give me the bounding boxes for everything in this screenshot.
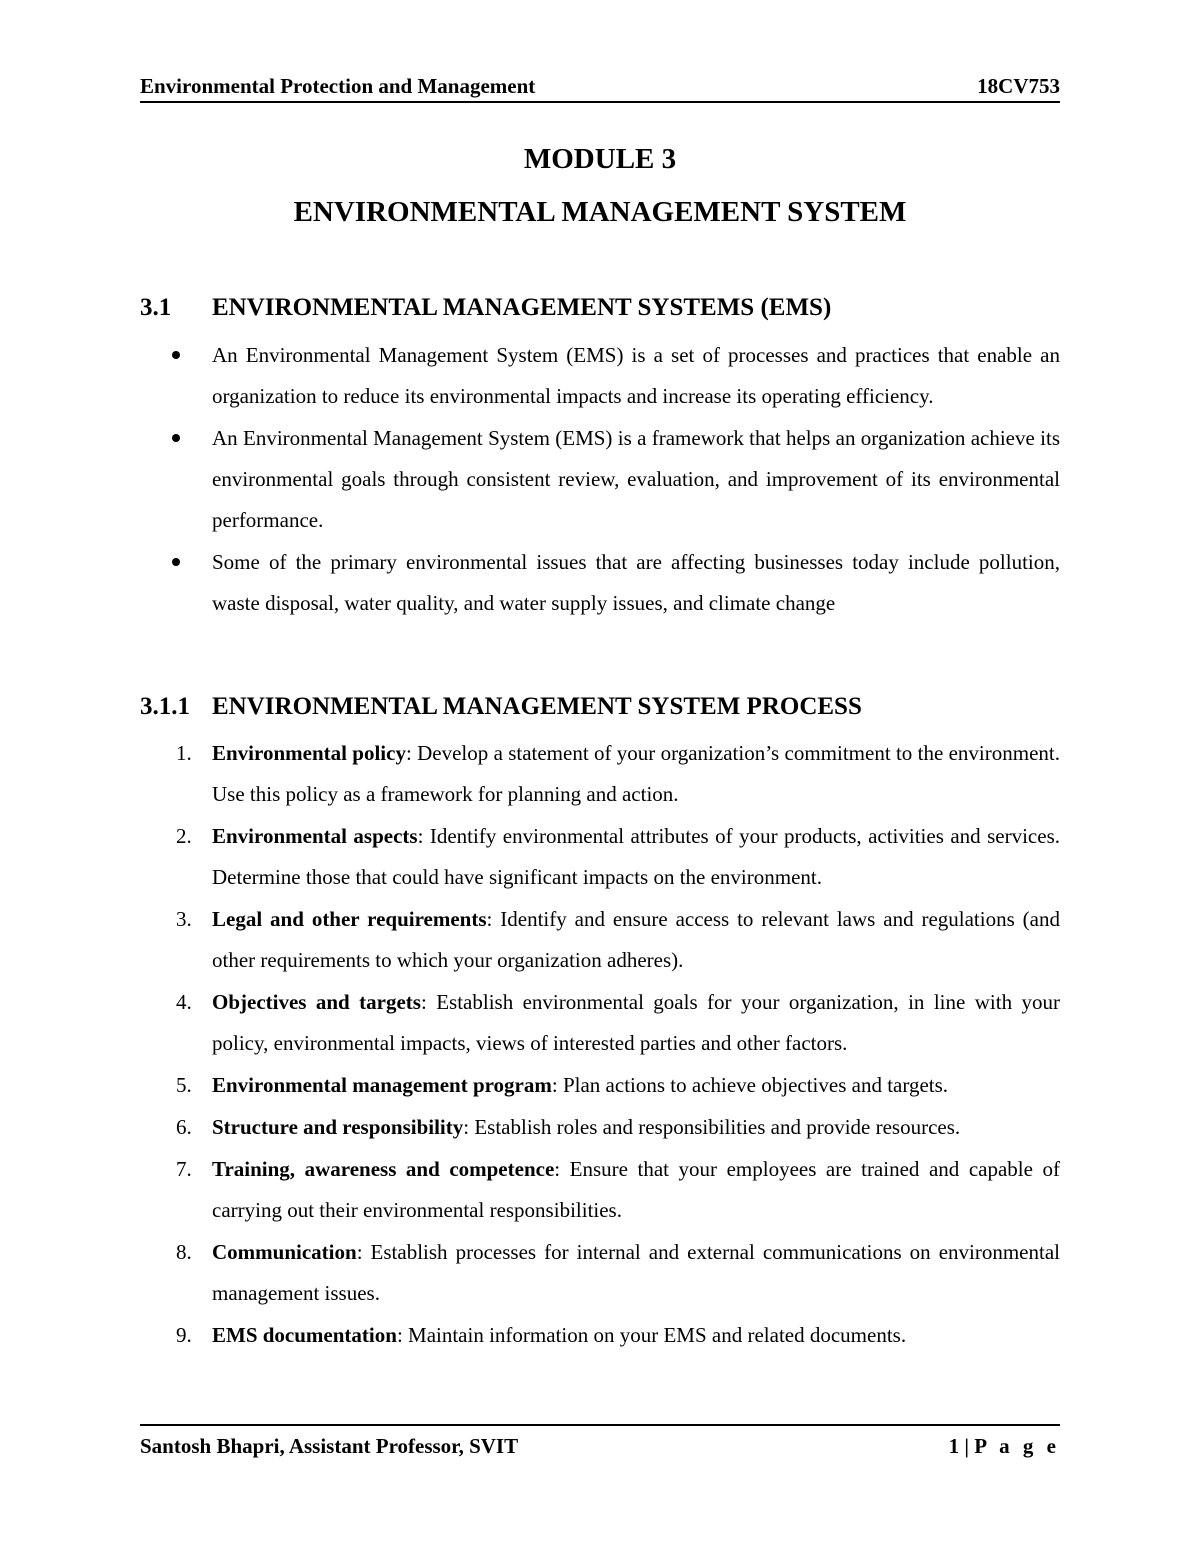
list-item-text: : Develop a statement of your organization’s commitment to the environment. Use this policy as a framework for planning and action. xyxy=(212,741,1060,806)
list-item xyxy=(140,899,1060,981)
module-title: MODULE 3 xyxy=(523,143,677,175)
footer-page-label xyxy=(949,1434,1060,1459)
list-item xyxy=(140,816,1060,898)
module-subtitle: ENVIRONMENTAL MANAGEMENT SYSTEM xyxy=(293,196,907,228)
list-item-text: : Ensure that your employees are trained and capable of carrying out their environmental responsibilities. xyxy=(212,1157,1060,1222)
list-item xyxy=(140,1149,1060,1231)
list-item xyxy=(140,982,1060,1064)
subsection-title: ENVIRONMENTAL MANAGEMENT SYSTEM PROCESS xyxy=(212,693,862,720)
list-item xyxy=(140,335,1060,417)
running-header xyxy=(140,74,1060,103)
list-item-text: An Environmental Management System (EMS) is a set of processes and practices that enable an organization to reduce its environmental impacts and increase its operating efficiency. xyxy=(212,343,1060,408)
list-item xyxy=(140,1232,1060,1314)
page-separator: | xyxy=(964,1434,969,1458)
bullet-icon xyxy=(172,418,180,459)
list-term: Communication xyxy=(212,1240,357,1264)
list-item xyxy=(140,542,1060,624)
list-item-text: : Plan actions to achieve objectives and targets. xyxy=(551,1073,949,1097)
list-item xyxy=(140,1315,1060,1356)
page-word: P a g e xyxy=(974,1434,1060,1458)
list-number: 1. xyxy=(176,741,192,765)
header-course-title: Environmental Protection and Management xyxy=(140,74,536,98)
list-number: 2. xyxy=(176,824,192,848)
list-number: 5. xyxy=(176,1073,192,1097)
subsection-heading xyxy=(140,693,1060,721)
list-item xyxy=(140,1065,1060,1106)
bullet-list xyxy=(140,335,1060,625)
list-item-text: : Establish environmental goals for your organization, in line with your policy, environmental impacts, views of interested parties and other factors. xyxy=(212,990,1060,1055)
section-number: 3.1 xyxy=(140,294,172,321)
list-term: Objectives and targets xyxy=(212,990,421,1014)
bullet-icon xyxy=(172,542,180,583)
list-term: Environmental management program xyxy=(212,1073,552,1097)
list-item xyxy=(140,418,1060,541)
subsection-number: 3.1.1 xyxy=(140,693,190,720)
list-term: Training, awareness and competence xyxy=(212,1157,555,1181)
page-number: 1 xyxy=(948,1434,960,1458)
list-number: 6. xyxy=(176,1115,192,1139)
list-item xyxy=(140,1107,1060,1148)
list-item-text: : Maintain information on your EMS and related documents. xyxy=(396,1323,907,1347)
list-term: Structure and responsibility xyxy=(212,1115,464,1139)
list-item-text: Some of the primary environmental issues that are affecting businesses today include pollution, waste disposal, water quality, and water supply issues, and climate change xyxy=(212,550,1060,615)
list-item xyxy=(140,733,1060,815)
list-term: Legal and other requirements xyxy=(212,907,487,931)
section-title: ENVIRONMENTAL MANAGEMENT SYSTEMS (EMS) xyxy=(212,294,832,321)
list-number: 7. xyxy=(176,1157,192,1181)
list-item-text: An Environmental Management System (EMS) is a framework that helps an organization achieve its environmental goals through consistent review, evaluation, and improvement of its environmental performance. xyxy=(212,426,1060,532)
header-course-code: 18CV753 xyxy=(977,74,1060,98)
list-item-text: : Establish processes for internal and external communications on environmental management issues. xyxy=(212,1240,1060,1305)
list-item-text: : Establish roles and responsibilities and provide resources. xyxy=(463,1115,961,1139)
list-item-text: : Identify environmental attributes of your products, activities and services. Determine those that could have significant impacts on the environment. xyxy=(212,824,1060,889)
list-term: Environmental aspects xyxy=(212,824,418,848)
footer-author: Santosh Bhapri, Assistant Professor, SVIT xyxy=(140,1434,519,1458)
list-number: 9. xyxy=(176,1323,192,1347)
list-number: 8. xyxy=(176,1240,192,1264)
list-term: Environmental policy xyxy=(212,741,406,765)
list-term: EMS documentation xyxy=(212,1323,397,1347)
numbered-list xyxy=(140,733,1060,1357)
section-heading xyxy=(140,294,1060,322)
list-item-text: : Identify and ensure access to relevant laws and regulations (and other requirements to which your organization adheres). xyxy=(212,907,1060,972)
list-number: 3. xyxy=(176,907,192,931)
running-footer xyxy=(140,1424,1060,1459)
list-number: 4. xyxy=(176,990,192,1014)
bullet-icon xyxy=(172,335,180,376)
